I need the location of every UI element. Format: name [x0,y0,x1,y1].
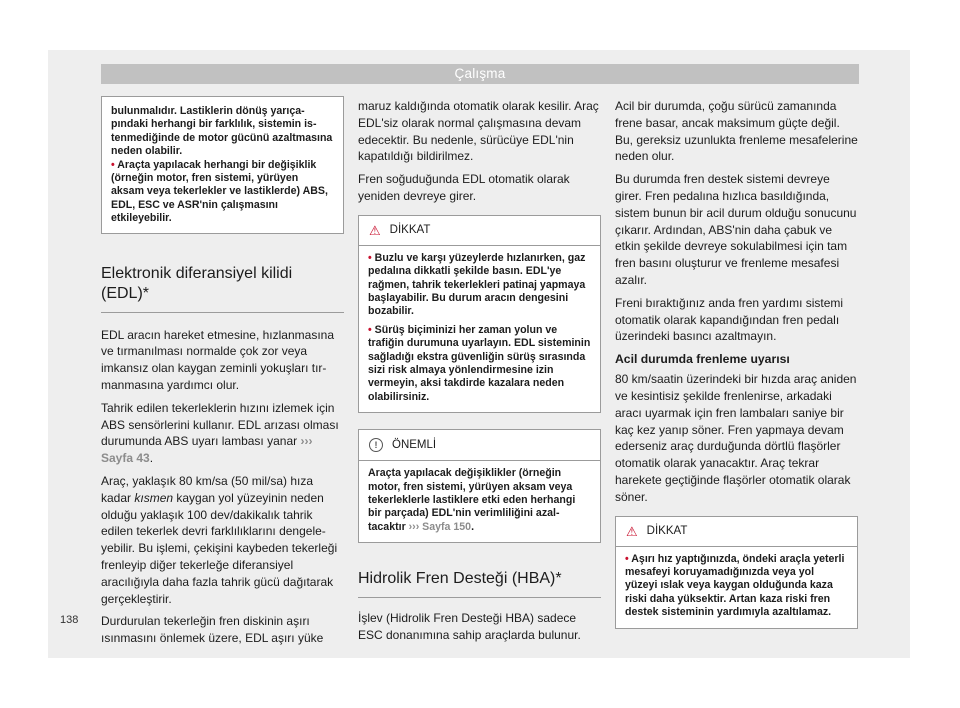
paragraph: İşlev (Hidrolik Fren Desteği HBA) sadece ESC donanımına sahip araçlarda bulunur. [358,611,581,643]
paragraph: Fren soğuduğunda EDL otomatik olarak yeniden devreye girer. [358,172,570,203]
column-2 [358,98,601,650]
note-text-content: Araçta yapılacak değişiklikler (örneğin motor, fren sistemi, yürüyen aksam veya tekerleklerle lastiklere etki eden herhangi bir parçada) EDL'nin verimliliğini azaltacaktır [368,467,576,533]
paragraph: Durdurulan tekerleğin fren diskinin aşırı ısınmasını önlemek üzere, EDL aşırı yüke [101,614,324,646]
paragraph: EDL aracın hareket etmesine, hızlanmasına ve tırmanılması normalde çok zor veya imkansız olan kaygan zeminli yokuşları tırmanmasına yardımcı olur. [101,327,335,393]
warning-triangle-icon: ⚠ [626,523,638,539]
bullet-icon: • [368,251,372,264]
warning-header [359,216,600,246]
bullet-icon: • [368,323,372,336]
warning-item [368,252,591,319]
edl-body [101,327,344,647]
info-circle-icon: ! [369,438,383,452]
continued-warning-box [101,96,344,234]
bullet-icon: • [111,158,115,171]
paragraph-text: Araç, yaklaşık 80 km/sa (50 mil/sa) hıza kadar [101,474,314,505]
warning-item [368,324,591,404]
hba-body-continued [615,98,858,506]
column-3 [615,98,858,629]
warning-title: DİKKAT [646,525,688,538]
warning-triangle-icon: ⚠ [369,222,381,238]
warning-item [111,159,334,226]
note-header [359,430,600,461]
note-title: ÖNEMLİ [392,439,437,452]
warning-item-text: Sürüş biçiminizi her zaman yolun ve trafiğin durumuna uyarlayın. EDL sisteminin sağladığı ekstra güvenliğin sürüş sırasında sizi risk almaya yönlendirmesine izin vermeyin, aksi takdirde kazalara neden olabilirsiniz. [368,323,591,403]
page-reference-link[interactable]: ››› Sayfa 150 [408,520,472,533]
paragraph: maruz kaldığında otomatik olarak kesilir. Araç EDL'siz olarak normal çalışmasına devam edecektir. Bu nedenle, sürücüye EDL'nin kapatıldığı bildirilmez. [358,99,599,164]
hba-body [358,610,601,644]
warning-box [358,215,601,413]
warning-item-text: Araçta yapılacak herhangi bir değişiklik (örneğin motor, fren sistemi, yürüyen aksam veya tekerlekler ve lastiklerde) ABS, EDL, ESC ve ASR'nin çalışmasını etkileyebilir. [111,158,328,225]
paragraph-text: kaygan yol yüzeyinin neden olduğu yaklaşık 100 dev/dakikalık tahrik edilen tekerlek devri farklılıklarını dengeleyebilir. Bu işlemi, çekişini kaybeden tekerleği frenleyip diğer tekerleğe diferansiyel aracılığıyla daha fazla tahrik gücü dağıtarak gerçekleştirir. [101,490,338,606]
column-1 [101,96,344,653]
emphasis-text: kısmen [134,490,174,505]
punctuation: . [149,451,154,466]
paragraph: Bu durumda fren destek sistemi devreye girer. Fren pedalına hızlıca basıldığında, sistem bunun bir acil durum olduğu sonucunu çıkarır. Ardından, ABS'nin daha çabuk ve etkin şekilde devreye sokulabilmesi için tam fren basını oluşturur ve frenleme mesafesi azalır. [615,172,857,287]
warning-text: bulunmalıdır. Lastiklerin dönüş yarıçapındaki herhangi bir farklılık, sistemin istenmediğinde de motor gücünü azaltmasına neden olabilir. [111,105,333,158]
section-title-hba: Hidrolik Fren Desteği (HBA)* [358,569,601,598]
paragraph: 80 km/saatin üzerindeki bir hızda araç aniden ve kesintisiz şekilde frenlenirse, arkadaki aracı uyarmak için fren lambaları saniye bir kaç kez yanıp söner. Fren yapmaya devam ederseniz araç durduğunda dörtlü flaşörler otomatik olarak yanacaktır. Araç tekrar harekete geçtiğinde flaşörler otomatik olarak söner. [615,372,857,504]
paragraph: Acil bir durumda, çoğu sürücü zamanında frene basar, ancak maksimum güçte değil. Bu, gereksiz uzunlukta frenleme mesafelerine neden olur. [615,99,858,164]
paragraph: Freni bıraktığınız anda fren yardımı sistemi otomatik olarak kapandığından fren pedalı üzerindeki basıncı azaltmayın. [615,295,844,344]
warning-item [625,553,848,620]
paragraph [101,473,344,607]
warning-body [359,246,600,412]
section-title-edl: Elektronik diferansiyel kilidi (EDL)* [101,264,344,313]
note-box [358,429,601,543]
warning-header [616,517,857,547]
warning-item-text: Aşırı hız yaptığınızda, öndeki araçla yeterli mesafeyi koruyamadığınızda veya yol yüzeyi ıslak veya kaygan olduğunda kaza riski daha yüksektir. Artan kaza riski fren destek sisteminin yardımıyla azaltılamaz. [625,552,845,619]
warning-body [616,547,857,628]
note-text [368,467,591,534]
page-reference-link[interactable]: ››› Sayfa 43 [101,434,313,466]
page-header: Çalışma [101,64,859,84]
paragraph-text: Tahrik edilen tekerleklerin hızını izlemek için ABS sensörlerini kullanır. EDL arızası olması durumunda ABS uyarı lambası yanar [101,400,339,449]
warning-title: DİKKAT [389,224,431,237]
edl-body-continued [358,98,601,205]
subsection-title: Acil durumda frenleme uyarısı [615,352,790,367]
note-body [359,461,600,542]
warning-item-text: Buzlu ve karşı yüzeylerde hızlanırken, gaz pedalına dikkatli şekilde basın. EDL'ye rağmen, tahrik tekerlekleri patinaj yapmaya başlayabilir. Bu durum aracın dengesini bozabilir. [368,251,586,318]
warning-box [615,516,858,629]
bullet-icon: • [625,552,629,565]
page-number: 138 [60,614,79,626]
punctuation: . [471,520,475,533]
paragraph [101,400,344,467]
